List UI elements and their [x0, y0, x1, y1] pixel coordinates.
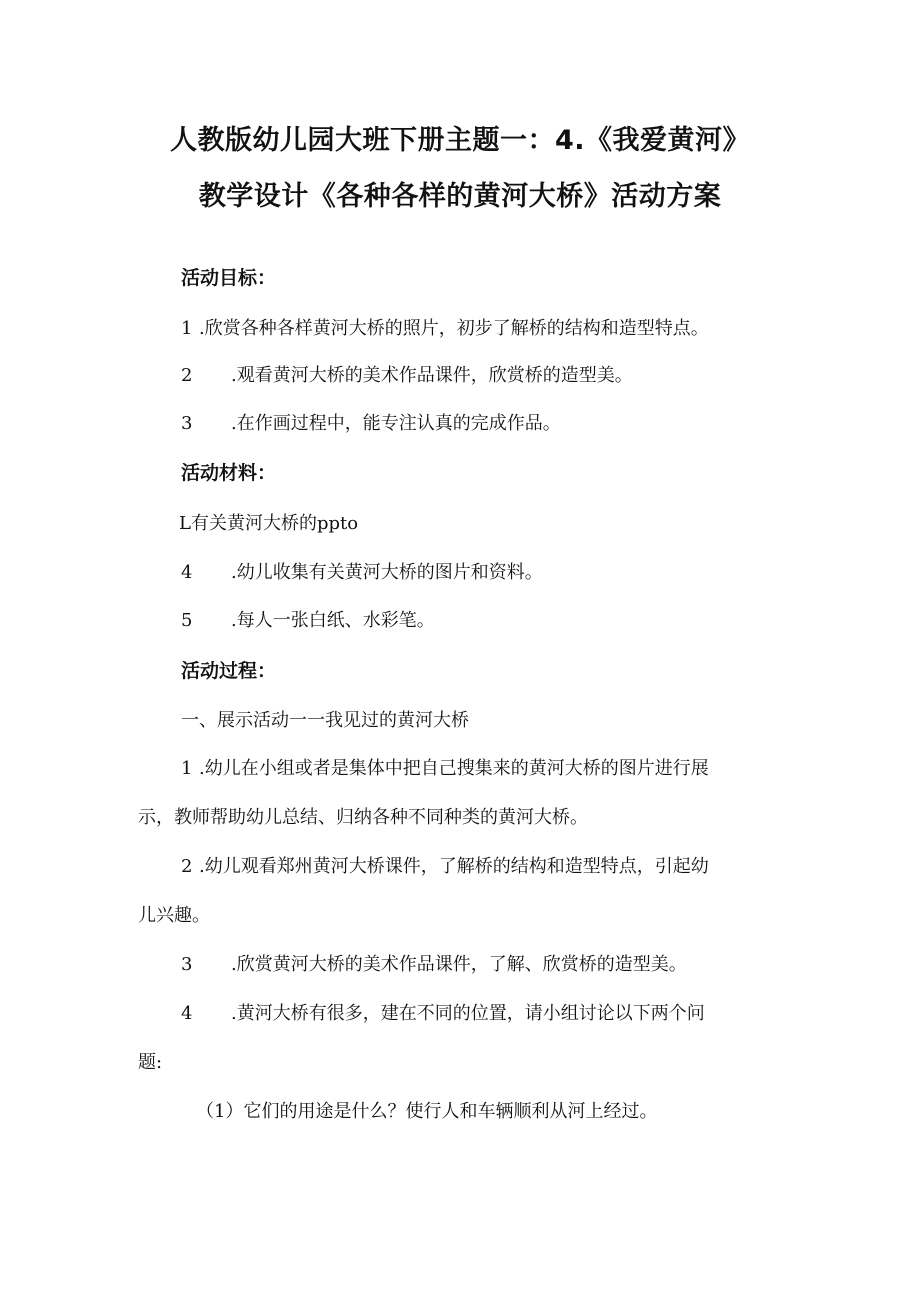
document-title-line2: 教学设计《各种各样的黄河大桥》活动方案	[198, 181, 722, 212]
material-text: .每人一张白纸、水彩笔。	[231, 610, 435, 631]
goals-heading: 活动目标：	[181, 267, 277, 289]
material-item	[181, 606, 435, 632]
step-text: .欣赏黄河大桥的美术作品课件，了解、欣赏桥的造型美。	[231, 954, 687, 975]
step-number: 3	[181, 954, 193, 975]
process-heading: 活动过程：	[181, 660, 277, 682]
question-item: （1）它们的用途是什么？使行人和车辆顺利从河上经过。	[196, 1101, 658, 1122]
step-number: 2	[181, 856, 193, 877]
goal-number: 3	[181, 413, 193, 434]
step-number: 4	[181, 1003, 193, 1024]
step-continuation: 题:	[138, 1052, 163, 1073]
goal-item	[181, 361, 633, 387]
goal-text: .在作画过程中，能专注认真的完成作品。	[231, 413, 561, 434]
document-title-line1: 人教版幼儿园大班下册主题一：4.《我爱黄河》	[169, 125, 751, 156]
step-item	[181, 754, 709, 780]
step-item	[181, 999, 705, 1025]
material-number: 4	[181, 562, 193, 583]
goal-item	[181, 314, 709, 340]
goal-number: 1	[181, 318, 193, 339]
step-item	[181, 950, 687, 976]
step-text: .幼儿在小组或者是集体中把自己搜集来的黄河大桥的图片进行展	[199, 758, 709, 779]
step-continuation: 示，教师帮助幼儿总结、归纳各种不同种类的黄河大桥。	[138, 807, 588, 828]
goal-text: .观看黄河大桥的美术作品课件，欣赏桥的造型美。	[231, 365, 633, 386]
section-title: 一、展示活动一一我见过的黄河大桥	[181, 710, 469, 731]
step-number: 1	[181, 758, 193, 779]
material-text: .幼儿收集有关黄河大桥的图片和资料。	[231, 562, 543, 583]
material-number: 5	[181, 610, 193, 631]
materials-heading: 活动材料：	[181, 462, 277, 484]
goal-item	[181, 409, 561, 435]
goal-text: .欣赏各种各样黄河大桥的照片，初步了解桥的结构和造型特点。	[199, 318, 709, 339]
material-item	[179, 509, 358, 535]
step-continuation: 儿兴趣。	[138, 905, 210, 926]
step-text: .黄河大桥有很多，建在不同的位置，请小组讨论以下两个问	[231, 1003, 705, 1024]
goal-number: 2	[181, 365, 193, 386]
material-text: L有关黄河大桥的ppto	[179, 513, 359, 534]
step-text: .幼儿观看郑州黄河大桥课件，了解桥的结构和造型特点，引起幼	[199, 856, 709, 877]
material-item	[181, 558, 543, 584]
step-item	[181, 852, 709, 878]
